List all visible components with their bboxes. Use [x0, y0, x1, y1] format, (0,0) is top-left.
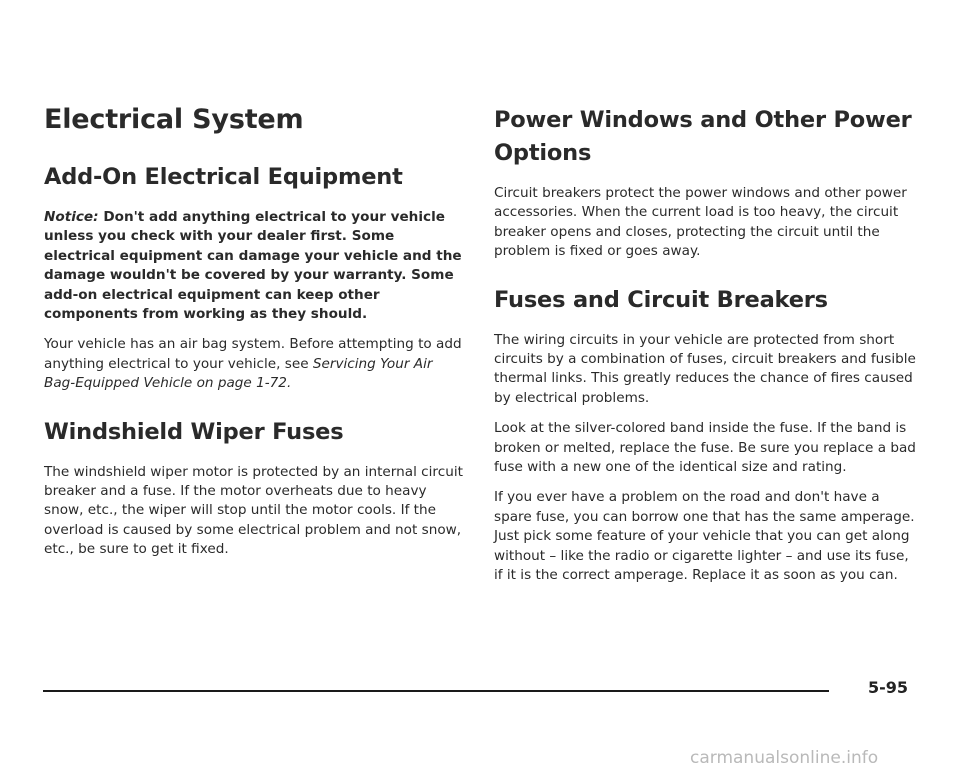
airbag-text: Your vehicle has an air bag system. Before attempting to add anything electrical to your vehicle, see: [44, 336, 462, 372]
notice-text: Don't add anything electrical to your vehicle unless you check with your dealer first. Some electrical equipment can damage your vehicle and the damage wouldn't be covered by your warranty. Some add-on electrical equipment can keep other components from working as they should.: [44, 209, 462, 323]
notice-paragraph: [44, 208, 464, 324]
power-paragraph: Circuit breakers protect the power windows and other power accessories. When the current load is too heavy, the circuit breaker opens and closes, protecting the circuit until the problem is fixed or goes away.: [494, 185, 907, 260]
heading-wiper-fuses: Windshield Wiper Fuses: [44, 418, 344, 445]
wiper-paragraph: The windshield wiper motor is protected by an internal circuit breaker and a fuse. If the motor overheats due to heavy snow, etc., the wiper will stop until the motor cools. If the overload is caused by some electrical problem and not snow, etc., be sure to get it fixed.: [44, 463, 463, 558]
right-column: [494, 104, 919, 597]
fuses-paragraph-3: If you ever have a problem on the road and don't have a spare fuse, you can borrow one that has the same amperage. Just pick some feature of your vehicle that you can get along without – like the radio or cigarette lighter – and use its fuse, if it is the correct amperage. Replace it as soon as you can.: [494, 489, 915, 584]
airbag-reference: Servicing Your Air Bag-Equipped Vehicle on page 1-72.: [44, 355, 433, 392]
heading-power-windows: Power Windows and Other Power Options: [494, 107, 912, 166]
fuses-paragraph-1: The wiring circuits in your vehicle are protected from short circuits by a combination of fuses, circuit breakers and fusible thermal links. This greatly reduces the chance of fires caused by electrical problems.: [494, 331, 916, 406]
notice-label: Notice:: [44, 209, 99, 225]
watermark-text: carmanualsonline.info: [690, 748, 879, 768]
airbag-paragraph: [44, 335, 464, 393]
heading-electrical-system: Electrical System: [44, 104, 304, 135]
heading-fuses-breakers: Fuses and Circuit Breakers: [494, 286, 828, 313]
footer-rule: [43, 690, 829, 692]
heading-addon-equipment: Add-On Electrical Equipment: [44, 164, 403, 190]
page-number: 5-95: [868, 678, 909, 697]
fuses-paragraph-2: Look at the silver-colored band inside the fuse. If the band is broken or melted, replace the fuse. Be sure you replace a bad fuse with a new one of the identical size and rating.: [494, 420, 916, 476]
left-column: [44, 104, 464, 571]
